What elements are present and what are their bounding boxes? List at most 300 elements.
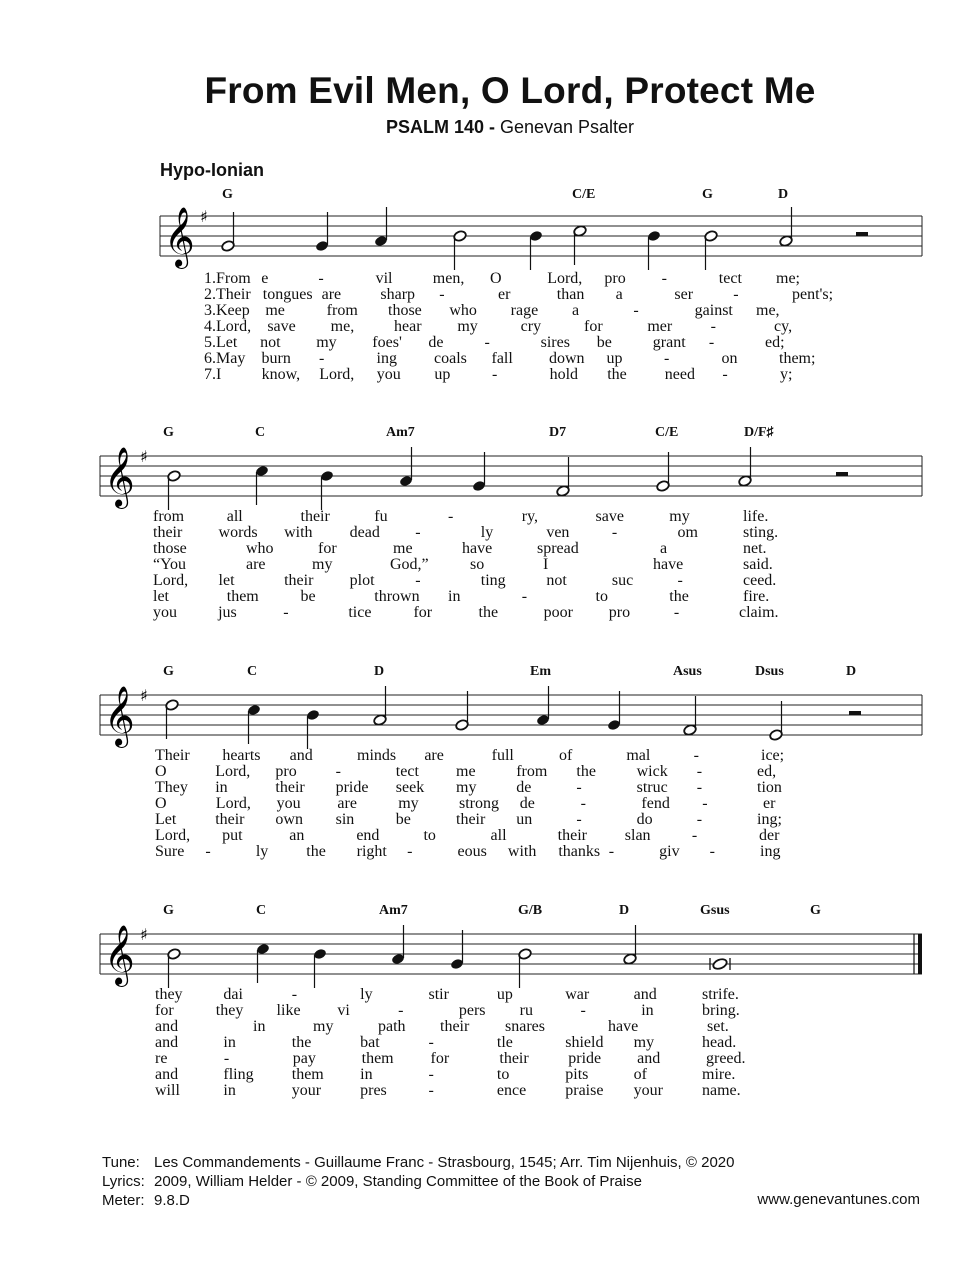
lyric-syllable: my (456, 779, 477, 796)
lyric-syllable: your (291, 1082, 322, 1099)
lyric-syllable: me; (776, 270, 800, 287)
chord-symbol: G (163, 425, 174, 440)
quarter-note (472, 452, 486, 492)
lyric-syllable: ice; (761, 747, 785, 764)
half-note (704, 230, 718, 270)
lyric-syllable: - (205, 843, 211, 860)
chord-symbol: C/E (572, 187, 596, 202)
meter-value: 9.8.D (154, 1192, 190, 1209)
mode-label: Hypo-Ionian (160, 160, 264, 180)
lyric-syllable: - (696, 811, 703, 828)
lyric-syllable: - (415, 572, 421, 589)
half-rest-icon (849, 711, 861, 715)
lyric-syllable: stir (428, 986, 449, 1003)
music-staff (0, 191, 980, 281)
lyric-syllable: - (318, 270, 324, 287)
lyric-syllable: be (395, 811, 411, 828)
lyric-syllable: ry, (521, 508, 539, 525)
lyric-syllable: save (595, 508, 624, 525)
lyric-syllable: their (557, 827, 587, 844)
lyric-syllable: un (516, 811, 533, 828)
lyric-syllable: Lord, (155, 827, 191, 844)
lyric-syllable: a (660, 540, 668, 557)
lyric-syllable: poor (543, 604, 573, 621)
lyric-syllable: claim. (739, 604, 779, 621)
lyric-syllable: all (226, 508, 243, 525)
lyric-syllable: on (721, 350, 738, 367)
treble-clef-icon: 𝄞 (164, 207, 195, 267)
lyric-syllable: mal (626, 747, 651, 764)
lyric-syllable: - (576, 779, 582, 796)
lyric-syllable: vi (337, 1002, 350, 1019)
lyric-syllable: not (546, 572, 567, 589)
hymn-title: From Evil Men, O Lord, Protect Me (204, 70, 816, 111)
lyric-syllable: in (215, 779, 228, 796)
lyric-syllable: set. (707, 1018, 729, 1035)
lyric-syllable: have (653, 556, 684, 573)
key-signature-sharp-icon: ♯ (140, 686, 148, 705)
lyric-syllable: ven (546, 524, 570, 541)
lyric-syllable: They (155, 779, 188, 796)
lyric-syllable: slan (624, 827, 651, 844)
lyric-syllable: Sure (155, 843, 185, 860)
lyric-syllable: I (543, 556, 549, 573)
lyric-syllable: the (306, 843, 326, 860)
lyric-syllable: - (693, 747, 699, 764)
lyric-syllable: the (291, 1034, 312, 1051)
lyric-syllable: - (407, 843, 413, 860)
lyric-syllable: ed; (765, 334, 785, 351)
lyric-syllable: hearts (222, 747, 261, 764)
lyric-syllable: pro (608, 604, 631, 621)
lyric-syllable: are (337, 795, 357, 812)
lyric-syllable: their (300, 508, 330, 525)
chord-symbol: G (810, 903, 821, 918)
lyric-syllable: who (246, 540, 274, 557)
lyric-syllable: - (710, 318, 716, 335)
lyric-syllable: fu (374, 508, 388, 525)
lyric-syllable: der (759, 827, 780, 844)
lyric-syllable: my (313, 1018, 334, 1035)
half-rest-icon (836, 472, 848, 476)
lyric-syllable: 4.Lord, (204, 318, 252, 335)
lyric-syllable: down (549, 350, 585, 367)
lyric-syllable: their (284, 572, 314, 589)
lyric-syllable: in (253, 1018, 266, 1035)
chord-symbol: D (619, 903, 630, 918)
lyric-syllable: me (456, 763, 476, 780)
lyric-syllable: rage (510, 302, 539, 319)
chord-symbol: C (247, 664, 258, 679)
lyric-syllable: the (607, 366, 627, 383)
lyric-syllable: O (490, 270, 502, 287)
quarter-note (315, 212, 329, 252)
lyric-syllable: - (664, 350, 670, 367)
lyric-syllable: suc (611, 572, 634, 589)
key-signature-sharp-icon: ♯ (200, 207, 208, 226)
lyric-syllable: er (498, 286, 511, 303)
lyric-syllable: ly (255, 843, 269, 860)
lyric-syllable: pits (565, 1066, 589, 1083)
lyric-syllable: - (492, 366, 498, 383)
lyric-syllable: fall (491, 350, 513, 367)
lyric-syllable: giv (659, 843, 680, 860)
chord-symbol: Dsus (755, 664, 784, 679)
lyric-syllable: their (153, 524, 183, 541)
lyric-syllable: for (155, 1002, 174, 1019)
lyric-syllable: words (218, 524, 258, 541)
lyric-syllable: - (608, 843, 615, 860)
lyric-syllable: and (289, 747, 313, 764)
lyric-syllable: the (669, 588, 689, 605)
lyric-syllable: - (398, 1002, 404, 1019)
lyric-syllable: and (155, 1018, 179, 1035)
lyric-syllable: - (335, 763, 341, 780)
lyric-syllable: my (398, 795, 419, 812)
subtitle (0, 117, 980, 138)
lyric-syllable: for (318, 540, 337, 557)
lyric-syllable: to (496, 1066, 510, 1083)
lyric-syllable: cy, (774, 318, 793, 335)
half-note (656, 452, 670, 492)
lyric-syllable: de (516, 779, 532, 796)
lyric-syllable: Lord, (215, 795, 251, 812)
lyric-syllable: so (470, 556, 485, 573)
lyric-syllable: strong (459, 795, 499, 812)
lyric-syllable: said. (743, 556, 773, 573)
lyric-syllable: bat (360, 1034, 380, 1051)
lyric-syllable: from (153, 508, 185, 525)
lyric-syllable: will (155, 1082, 180, 1099)
lyric-syllable: Their (155, 747, 190, 764)
half-note (453, 230, 467, 270)
lyric-syllable: mire. (702, 1066, 736, 1083)
lyric-syllable: e (261, 270, 269, 287)
treble-clef-icon: 𝄞 (104, 925, 135, 985)
lyric-syllable: - (283, 604, 289, 621)
lyric-syllable: - (611, 524, 618, 541)
lyric-syllable: up (606, 350, 623, 367)
lyric-syllable: up (434, 366, 451, 383)
lyric-syllable: - (691, 827, 698, 844)
lyric-syllable: - (223, 1050, 230, 1067)
quarter-note (256, 943, 270, 983)
lyric-syllable: - (428, 1066, 434, 1083)
lyric-syllable: not (260, 334, 281, 351)
lyric-syllable: do (636, 811, 653, 828)
lyric-syllable: of (559, 747, 573, 764)
lyric-syllable: eous (457, 843, 487, 860)
breve-note (710, 957, 730, 970)
lyric-syllable: name. (702, 1082, 741, 1099)
lyric-syllable: sting. (743, 524, 779, 541)
lyric-syllable: - (580, 795, 586, 812)
lyric-syllable: - (291, 986, 298, 1003)
chord-symbol: D (846, 664, 857, 679)
lyric-syllable: fend (641, 795, 670, 812)
lyric-syllable: they (215, 1002, 244, 1019)
half-note (167, 948, 181, 988)
lyric-syllable: tle (496, 1034, 513, 1051)
lyric-syllable: with (507, 843, 537, 860)
half-note (738, 447, 752, 487)
lyric-syllable: - (709, 843, 715, 860)
lyric-syllable: snares (505, 1018, 545, 1035)
lyric-syllable: my (633, 1034, 655, 1051)
lyric-syllable: tect (395, 763, 419, 780)
lyric-syllable: pro (604, 270, 626, 287)
lyric-syllable: put (222, 827, 243, 844)
lyric-syllable: in (641, 1002, 654, 1019)
lyric-syllable: of (633, 1066, 647, 1083)
lyric-syllable: - (576, 811, 582, 828)
lyric-syllable: - (696, 763, 703, 780)
lyric-syllable: spread (537, 540, 579, 557)
music-staff (0, 909, 980, 999)
lyric-syllable: me (393, 540, 413, 557)
half-note (556, 457, 570, 497)
lyric-syllable: you (276, 795, 301, 812)
lyric-syllable: Lord, (319, 366, 355, 383)
lyric-syllable: tongues (262, 286, 313, 303)
chord-symbol: D (778, 187, 789, 202)
lyric-syllable: from (326, 302, 358, 319)
lyric-syllable: be (596, 334, 612, 351)
lyric-syllable: an (289, 827, 305, 844)
lyric-syllable: - (677, 572, 683, 589)
quarter-note (607, 691, 621, 731)
lyrics-credit: 2009, William Helder - © 2009, Standing Committee of the Book of Praise (154, 1173, 642, 1190)
quarter-note (247, 704, 261, 744)
lyric-syllable: them (361, 1050, 394, 1067)
lyric-syllable: ser (674, 286, 694, 303)
lyric-syllable: y; (780, 366, 793, 383)
lyric-syllable: their (456, 811, 486, 828)
chord-symbol: G (163, 903, 174, 918)
lyric-syllable: pride (568, 1050, 602, 1067)
lyric-syllable: Let (155, 811, 177, 828)
lyric-syllable: the (576, 763, 596, 780)
lyric-syllable: fire. (743, 588, 770, 605)
lyric-syllable: - (722, 366, 728, 383)
lyric-syllable: Lord, (547, 270, 583, 287)
lyric-syllable: for (413, 604, 433, 621)
lyric-syllable: 2.Their (204, 286, 251, 303)
quarter-note (255, 465, 269, 505)
treble-clef-icon: 𝄞 (104, 686, 135, 746)
lyric-syllable: sires (540, 334, 570, 351)
lyric-syllable: and (155, 1034, 179, 1051)
lyric-syllable: ting (480, 572, 506, 589)
lyric-syllable: them; (779, 350, 816, 367)
lyric-syllable: war (565, 986, 590, 1003)
chord-symbol: C (255, 425, 266, 440)
lyric-syllable: are (321, 286, 342, 303)
lyric-syllable: the (478, 604, 499, 621)
lyric-syllable: tice (348, 604, 372, 621)
lyric-syllable: to (423, 827, 436, 844)
lyric-syllable: me, (756, 302, 780, 319)
lyric-syllable: plot (349, 572, 375, 589)
lyric-syllable: path (378, 1018, 406, 1035)
lyric-syllable: - (415, 524, 421, 541)
lyric-syllable: be (300, 588, 316, 605)
lyric-syllable: those (388, 302, 422, 319)
chord-symbol: G (702, 187, 713, 202)
lyric-syllable: “You (153, 556, 187, 573)
lyric-syllable: and (637, 1050, 661, 1067)
lyric-syllable: O (155, 763, 167, 780)
lyric-syllable: their (499, 1050, 529, 1067)
lyric-syllable: - (428, 1082, 434, 1099)
quarter-note (374, 207, 388, 247)
lyric-syllable: them (291, 1066, 324, 1083)
lyric-syllable: er (763, 795, 776, 812)
lyric-syllable: - (708, 334, 715, 351)
quarter-note (306, 709, 320, 749)
lyric-syllable: - (633, 302, 639, 319)
lyric-syllable: pers (458, 1002, 486, 1019)
quarter-note (320, 470, 334, 510)
lyric-syllable: vil (375, 270, 393, 287)
lyric-syllable: - (428, 1034, 434, 1051)
chord-symbol: G/B (518, 903, 543, 918)
half-note (623, 925, 637, 965)
lyric-syllable: 6.May (204, 350, 246, 367)
lyric-syllable: those (153, 540, 187, 557)
lyric-syllable: ru (519, 1002, 533, 1019)
meter-label: Meter: (102, 1192, 145, 1209)
chord-symbol: C/E (655, 425, 679, 440)
credits (102, 1153, 734, 1210)
lyric-syllable: in (223, 1082, 236, 1099)
lyric-syllable: seek (395, 779, 425, 796)
final-barline-thick (918, 934, 922, 974)
lyric-syllable: them (226, 588, 259, 605)
chord-symbol: D (374, 664, 385, 679)
chord-symbol: G (222, 187, 233, 202)
lyric-syllable: full (491, 747, 514, 764)
lyric-syllable: re (155, 1050, 168, 1067)
lyric-syllable: own (275, 811, 303, 828)
key-signature-sharp-icon: ♯ (140, 447, 148, 466)
lyric-syllable: my (669, 508, 690, 525)
lyric-syllable: their (275, 779, 305, 796)
lyric-syllable: 1.From (204, 270, 251, 287)
lyric-syllable: have (462, 540, 493, 557)
lyric-syllable: thanks (558, 843, 601, 860)
lyric-syllable: tect (718, 270, 742, 287)
lyric-syllable: men, (432, 270, 465, 287)
lyric-syllable: Lord, (215, 763, 251, 780)
lyric-syllable: you (153, 604, 177, 621)
lyric-syllable: all (490, 827, 507, 844)
music-staff (0, 431, 980, 521)
lyric-syllable: - (439, 286, 445, 303)
lyric-syllable: grant (652, 334, 686, 351)
lyric-syllable: ing; (757, 811, 782, 828)
lyric-syllable: in (448, 588, 461, 605)
lyric-syllable: praise (565, 1082, 604, 1099)
lyric-syllable: their (440, 1018, 470, 1035)
lyric-syllable: net. (743, 540, 767, 557)
half-rest-icon (856, 232, 868, 236)
chord-symbol: Em (530, 664, 551, 679)
lyric-syllable: my (316, 334, 337, 351)
lyric-syllable: - (448, 508, 454, 525)
half-note (779, 207, 793, 247)
lyric-syllable: in (360, 1066, 373, 1083)
lyric-syllable: my (457, 318, 478, 335)
quarter-note (399, 447, 413, 487)
lyric-syllable: mer (647, 318, 673, 335)
key-signature-sharp-icon: ♯ (140, 925, 148, 944)
lyric-syllable: pay (292, 1050, 316, 1067)
music-staff (0, 670, 980, 760)
lyric-syllable: save (267, 318, 296, 335)
lyric-syllable: you (376, 366, 401, 383)
lyric-syllable: hold (549, 366, 579, 383)
lyric-syllable: O (155, 795, 167, 812)
lyric-syllable: 3.Keep (204, 302, 250, 319)
chord-symbol: Asus (673, 664, 702, 679)
chord-symbol: C (256, 903, 267, 918)
lyric-syllable: up (496, 986, 513, 1003)
lyric-syllable: me, (330, 318, 355, 335)
lyric-syllable: burn (261, 350, 291, 367)
lyric-syllable: and (633, 986, 657, 1003)
lyric-syllable: than (556, 286, 585, 303)
lyric-syllable: - (484, 334, 490, 351)
lyric-syllable: minds (357, 747, 397, 764)
lyric-syllable: are (246, 556, 266, 573)
lyric-syllable: - (580, 1002, 586, 1019)
lyric-syllable: and (155, 1066, 179, 1083)
half-note (769, 701, 783, 741)
treble-clef-icon: 𝄞 (104, 447, 135, 507)
half-note (221, 212, 235, 252)
lyric-syllable: - (733, 286, 739, 303)
lyric-syllable: strife. (702, 986, 739, 1003)
lyric-syllable: with (284, 524, 313, 541)
lyric-syllable: God,” (390, 556, 429, 573)
lyric-syllable: sharp (380, 286, 416, 303)
lyric-syllable: me (265, 302, 285, 319)
lyric-syllable: - (661, 270, 667, 287)
lyric-syllable: de (428, 334, 444, 351)
lyric-syllable: they (155, 986, 183, 1003)
chord-symbol: Am7 (386, 425, 415, 440)
quarter-note (391, 925, 405, 965)
lyric-syllable: need (664, 366, 695, 383)
lyric-syllable: like (276, 1002, 301, 1019)
website-link[interactable]: www.genevantunes.com (757, 1191, 920, 1208)
quarter-note (536, 686, 550, 726)
lyrics-label: Lyrics: (102, 1173, 145, 1190)
lyric-syllable: right (356, 843, 387, 860)
lyric-syllable: jus (218, 604, 237, 621)
tune-credit: Les Commandements - Guillaume Franc - Strasbourg, 1545; Arr. Tim Nijenhuis, © 2020 (154, 1154, 735, 1171)
lyric-syllable: de (519, 795, 535, 812)
tune-label: Tune: (102, 1154, 140, 1171)
quarter-note (529, 230, 543, 270)
lyric-syllable: head. (702, 1034, 737, 1051)
lyric-syllable: life. (743, 508, 769, 525)
lyric-syllable: struc (636, 779, 668, 796)
lyric-syllable: for (430, 1050, 450, 1067)
lyric-syllable: ence (496, 1082, 527, 1099)
half-note (573, 225, 587, 265)
